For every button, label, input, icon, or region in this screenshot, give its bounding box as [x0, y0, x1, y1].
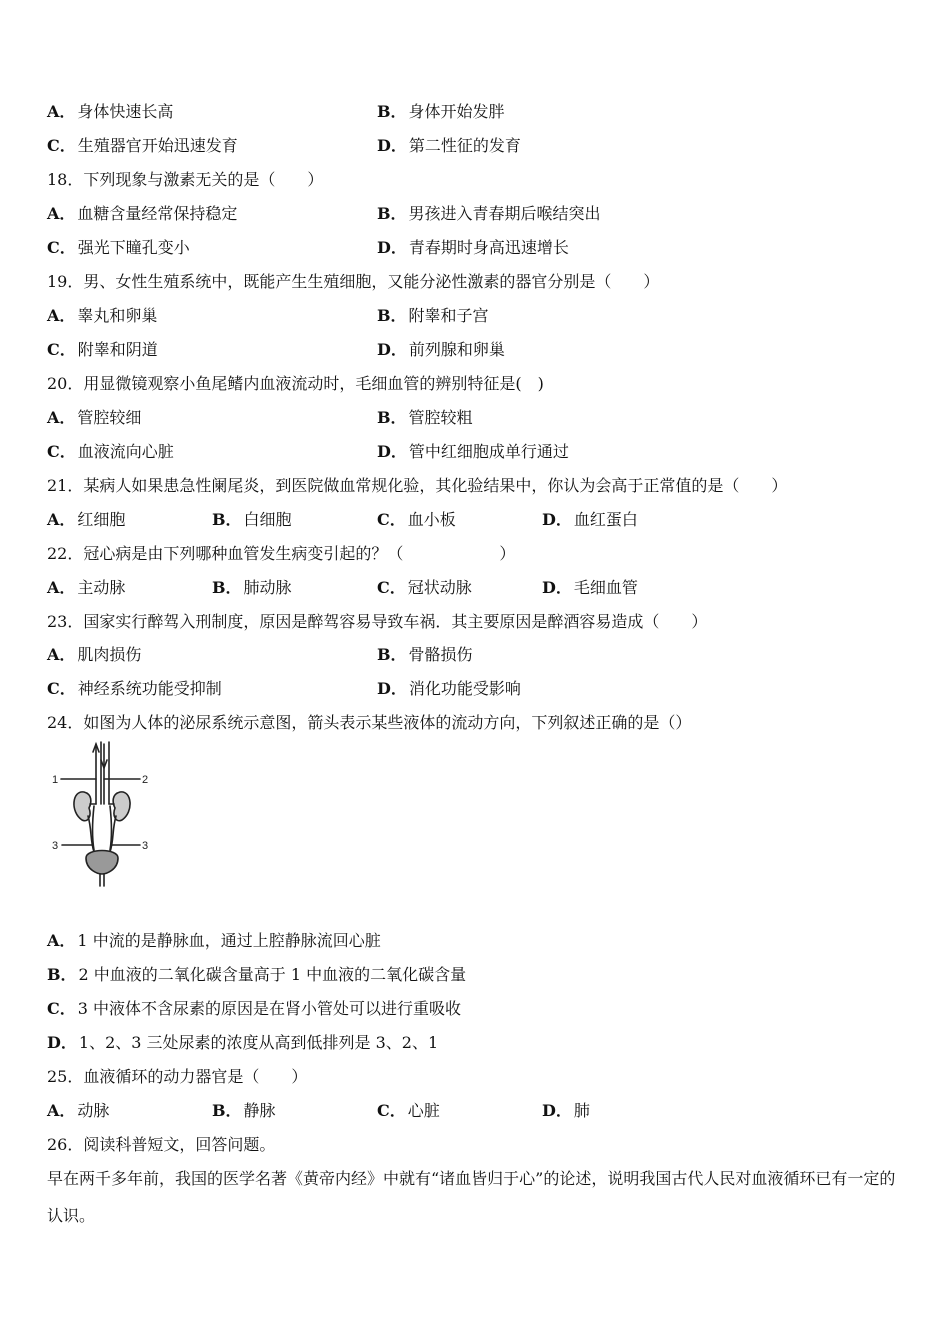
q19-option-a: A． 睾丸和卵巢 [47, 306, 158, 325]
q24-stem: 24．如图为人体的泌尿系统示意图，箭头表示某些液体的流动方向，下列叙述正确的是（） [47, 713, 692, 732]
q18-option-a: A． 血糖含量经常保持稳定 [47, 204, 238, 223]
q19-stem: 19．男、女性生殖系统中，既能产生生殖细胞，又能分泌性激素的器官分别是（ ） [47, 272, 660, 291]
q19-option-d: D． 前列腺和卵巢 [377, 340, 505, 359]
q24-option-b: B． 2 中血液的二氧化碳含量高于 1 中血液的二氧化碳含量 [47, 965, 467, 984]
q21-stem: 21．某病人如果患急性阑尾炎，到医院做血常规化验，其化验结果中，你认为会高于正常值的是（ ） [47, 476, 788, 495]
q23-option-d: D． 消化功能受影响 [377, 679, 521, 698]
q18-option-b: B． 男孩进入青春期后喉结突出 [377, 204, 601, 223]
q26-stem: 26．阅读科普短文，回答问题。 [47, 1135, 276, 1154]
q19-option-b: B． 附睾和子宫 [377, 306, 489, 325]
q17-option-a: A． 身体快速长高 [47, 102, 174, 121]
q22-option-c: C． 冠状动脉 [377, 578, 472, 597]
q25-option-a: A． 动脉 [47, 1101, 110, 1120]
q24-option-d: D． 1、2、3 三处尿素的浓度从高到低排列是 3、2、1 [47, 1033, 439, 1052]
q22-option-b: B． 肺动脉 [212, 578, 292, 597]
q23-option-a: A． 肌肉损伤 [47, 645, 142, 664]
urinary-system-diagram [48, 740, 158, 890]
q20-stem: 20．用显微镜观察小鱼尾鳍内血液流动时，毛细血管的辨别特征是( ) [47, 374, 544, 393]
bladder [86, 851, 118, 875]
q20-option-d: D． 管中红细胞成单行通过 [377, 442, 569, 461]
q22-stem: 22．冠心病是由下列哪种血管发生病变引起的？（ ） [47, 544, 516, 563]
q19-option-c: C． 附睾和阴道 [47, 340, 158, 359]
q21-option-a: A． 红细胞 [47, 510, 126, 529]
q23-option-b: B． 骨骼损伤 [377, 645, 473, 664]
q20-option-a: A． 管腔较细 [47, 408, 142, 427]
label-3-left: 3 [52, 840, 59, 852]
q21-option-b: B． 白细胞 [212, 510, 292, 529]
q22-option-a: A． 主动脉 [47, 578, 126, 597]
q18-stem: 18．下列现象与激素无关的是（ ） [47, 170, 324, 189]
q17-option-c: C． 生殖器官开始迅速发育 [47, 136, 238, 155]
q20-option-b: B． 管腔较粗 [377, 408, 473, 427]
q18-option-d: D． 青春期时身高迅速增长 [377, 238, 569, 257]
q22-option-d: D． 毛细血管 [542, 578, 638, 597]
q26-paragraph: 早在两千多年前，我国的医学名著《黄帝内经》中就有“诸血皆归于心”的论述，说明我国古代人民对血液循环已有一定的认识。 [47, 1169, 896, 1225]
q20-option-c: C． 血液流向心脏 [47, 442, 174, 461]
q18-option-c: C． 强光下瞳孔变小 [47, 238, 190, 257]
q17-option-b: B． 身体开始发胖 [377, 102, 505, 121]
q23-stem: 23．国家实行醉驾入刑制度，原因是醉驾容易导致车祸．其主要原因是醉酒容易造成（ ） [47, 612, 708, 631]
label-2: 2 [142, 774, 149, 786]
q17-option-d: D． 第二性征的发育 [377, 136, 521, 155]
q25-option-c: C． 心脏 [377, 1101, 440, 1120]
q25-option-b: B． 静脉 [212, 1101, 276, 1120]
q25-stem: 25．血液循环的动力器官是（ ） [47, 1067, 308, 1086]
q24-option-a: A． 1 中流的是静脉血，通过上腔静脉流回心脏 [47, 931, 381, 950]
label-1: 1 [52, 774, 59, 786]
q21-option-c: C． 血小板 [377, 510, 456, 529]
q25-option-d: D． 肺 [542, 1101, 590, 1120]
q21-option-d: D． 血红蛋白 [542, 510, 638, 529]
q24-option-c: C． 3 中液体不含尿素的原因是在肾小管处可以进行重吸收 [47, 999, 462, 1018]
label-3-right: 3 [142, 840, 149, 852]
q23-option-c: C． 神经系统功能受抑制 [47, 679, 222, 698]
